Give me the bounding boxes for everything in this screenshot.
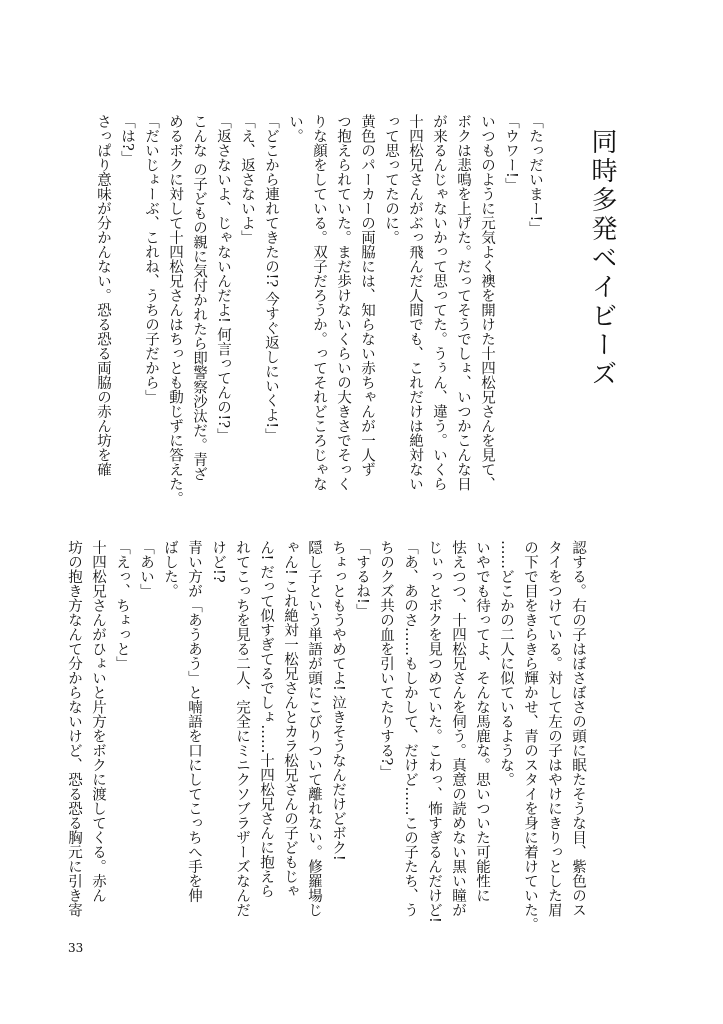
text-line: ゃん! これ絶対一松兄さんとカラ松兄さんの子どもじゃ bbox=[282, 540, 298, 899]
text-line: 黄色のパーカーの両脇には、知らない赤ちゃんが一人ず bbox=[359, 114, 375, 477]
text-line: 「え、返さないよ」 bbox=[239, 114, 255, 245]
text-line: 「ウワー!」 bbox=[503, 114, 519, 193]
text-line: って思ってたのに。 bbox=[383, 114, 399, 245]
text-line: い。 bbox=[287, 114, 303, 143]
text-line: 「あ、あのさ……もしかして、だけど……この子たち、う bbox=[402, 540, 418, 917]
text-line: 認する。右の子はぼさぼさの頭に眠たそうな目、紫色のス bbox=[570, 540, 586, 917]
text-line: 「は?」 bbox=[119, 114, 135, 166]
text-line: さっぱり意味が分かんない。恐る恐る両脇の赤ん坊を確 bbox=[95, 114, 111, 477]
text-line: れてこっちを見る二人、完全にミニクソブラザーズなんだ bbox=[234, 540, 250, 917]
text-block-bottom bbox=[62, 540, 590, 958]
text-line: 「どこから連れてきたの!? 今すぐ返しにいくよ!」 bbox=[263, 114, 279, 443]
text-line: いやでも待ってよ、そんな馬鹿な。思いついた可能性に bbox=[474, 540, 490, 903]
text-line: 「えっ、ちょっと」 bbox=[114, 540, 130, 671]
text-line: じぃっとボクを見つめていた。こわっ、怖すぎるんだけど! bbox=[426, 540, 442, 923]
text-line: 青い方が「あうあう」と喃語を口にしてこっちへ手を伸 bbox=[186, 540, 202, 903]
text-line: 「するね!」 bbox=[354, 540, 370, 619]
text-line: の下で目をきらきら輝かせ、青のスタイを身に着けていた。 bbox=[522, 540, 538, 932]
text-line: つ抱えられていた。まだ歩けないくらいの大きさでそっく bbox=[335, 114, 351, 491]
text-line: 「あい」 bbox=[138, 540, 154, 598]
text-line: 隠し子という単語が頭にこびりついて離れない。修羅場じ bbox=[306, 540, 322, 917]
text-line: ちのクズ共の血を引いてたりする?」 bbox=[378, 540, 394, 780]
page-number: 33 bbox=[68, 941, 84, 955]
text-line: ちょっともうやめてよ! 泣きそうなんだけどボク! bbox=[330, 540, 346, 861]
text-line: ばした。 bbox=[162, 540, 178, 598]
text-line: 十四松兄さんがぶっ飛んだ人間でも、これだけは絶対ない bbox=[407, 114, 423, 491]
text-line: めるボクに対して十四松兄さんはちっとも動じずに答えた。 bbox=[167, 114, 183, 506]
text-line: 怯えつつ、十四松兄さんを伺う。真意の読めない黒い瞳が bbox=[450, 540, 466, 917]
text-line: こんな の子どもの親に気付かれたら即警察沙汰だ。青ざ bbox=[191, 114, 207, 482]
text-line: 「だいじょーぶ、これね、うちの子だから」 bbox=[143, 114, 159, 404]
text-line: 「たっだいまー!」 bbox=[527, 114, 543, 236]
text-line: 坊の抱き方なんて分からないけど、恐る恐る胸元に引き寄 bbox=[66, 540, 82, 917]
text-line: 「返さないよ、じゃないんだよ! 何言ってんの!?」 bbox=[215, 114, 231, 443]
text-line: ん! だって似すぎてるでしょ……十四松兄さんに抱えら bbox=[258, 540, 274, 899]
text-line: タイをつけている。対して左の子はやけにきりっとした眉 bbox=[546, 540, 562, 917]
text-line: ……どこかの二人に似ているような。 bbox=[498, 540, 514, 787]
text-line: 十四松兄さんがひょいと片方をボクに渡してくる。赤ん bbox=[90, 540, 106, 903]
text-block-top bbox=[91, 114, 547, 532]
story-title: 同時多発ベイビーズ bbox=[587, 128, 617, 389]
text-line: が来るんじゃないかって思ってた。うぅん、違う。いくら bbox=[431, 114, 447, 491]
text-line: いつものように元気よく襖を開けた十四松兄さんを見て、 bbox=[479, 114, 495, 491]
text-line: けど!? bbox=[210, 540, 226, 583]
text-line: りな顔をしている。双子だろうか。ってそれどころじゃな bbox=[311, 114, 327, 491]
text-line: ボクは悲鳴を上げた。だってそうでしょ、いつかこんな日 bbox=[455, 114, 471, 491]
